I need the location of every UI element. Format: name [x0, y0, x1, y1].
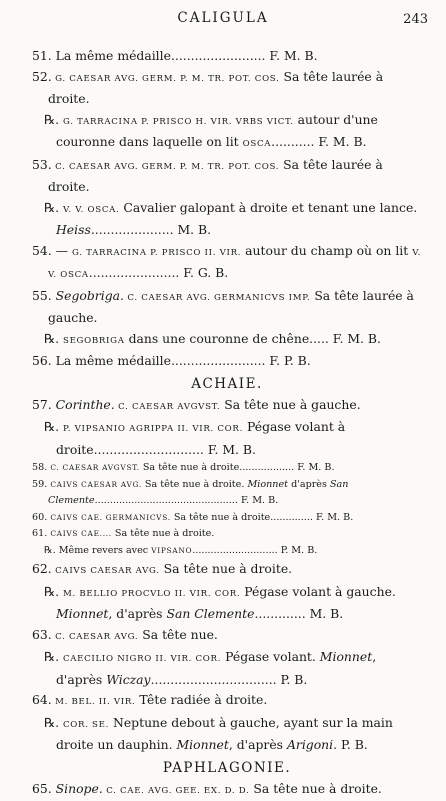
entry-text: Sa tête nue à droite.: [249, 781, 381, 796]
entry-text: autour d'une couronne dans laquelle on lit: [56, 112, 378, 150]
italic-text: Mionnet: [320, 649, 372, 664]
entry-text: Pégase volant à gauche.: [240, 584, 396, 599]
entry-text: Sa tête nue à droite.............. F. M. B.: [171, 512, 354, 523]
entry-text: Cavalier galopant à droite et tenant une lance.: [119, 200, 417, 215]
entry-number: 62.: [32, 561, 52, 576]
coin-legend: CAIVS CAESAR AVG.: [52, 566, 160, 576]
italic-text: Wiczay: [106, 672, 150, 687]
italic-text: Mionnet: [176, 737, 228, 752]
coin-legend: OSCA: [243, 139, 272, 149]
catalogue-entry: [28, 510, 426, 527]
italic-text: San Clemente: [48, 479, 348, 507]
entry-number: 64.: [32, 692, 52, 707]
section-heading: [28, 374, 426, 395]
catalogue-entry: [28, 779, 426, 801]
coin-legend: C. CAESAR AVG. GERMANICVS IMP.: [124, 293, 310, 303]
reverse-description: [28, 198, 426, 241]
coin-legend: C. CAE. AVG. GEE. EX. D. D.: [103, 786, 250, 796]
reverse-description: [28, 110, 426, 155]
reverse-description: [28, 329, 426, 352]
entry-number: 53.: [32, 157, 52, 172]
catalogue-entry: [28, 286, 426, 329]
catalogue-entry: [28, 526, 426, 543]
catalogue-entry: [28, 559, 426, 582]
italic-text: Mionnet: [247, 479, 288, 490]
coin-legend: G. TARRACINA P. PRISCO II. VIR.: [72, 248, 241, 258]
italic-text: San Clemente: [166, 606, 254, 621]
entry-text: ........................ F. P. B.: [171, 353, 311, 368]
entry-text: ............................ F. M. B.: [94, 442, 256, 457]
catalogue-entry: [28, 625, 426, 648]
entry-number: 57.: [32, 397, 52, 412]
entry-text: ℞.: [44, 715, 63, 730]
entry-text: ℞.: [44, 200, 63, 215]
entry-text: Sa tête nue à gauche.: [220, 397, 360, 412]
reverse-description: [28, 543, 426, 560]
entry-text: La même médaille: [52, 353, 171, 368]
entry-text: Tête radiée à droite.: [135, 692, 267, 707]
entry-text: d'après: [288, 479, 330, 490]
page-number: 243: [403, 12, 428, 27]
catalogue-entry: [28, 477, 426, 510]
entry-text: ℞.: [44, 649, 63, 664]
coin-legend: C. CAESAR AVG. GERM. P. M. TR. POT. COS.: [52, 162, 280, 172]
entry-number: 60.: [32, 512, 47, 523]
italic-text: Mionnet: [56, 606, 108, 621]
section-heading: [28, 758, 426, 779]
reverse-description: [28, 582, 426, 625]
running-title: CALIGULA: [0, 10, 446, 26]
italic-text: Arigoni: [287, 737, 333, 752]
coin-legend: SEGOBRIGA: [63, 336, 125, 346]
coin-legend: C. CAESAR AVGVST.: [115, 402, 221, 412]
entry-number: 61.: [32, 528, 47, 539]
catalogue-entry: [28, 351, 426, 372]
entry-text: ........................ F. M. B.: [171, 48, 318, 63]
entry-number: 52.: [32, 69, 52, 84]
catalogue-entry: [28, 690, 426, 713]
entry-text: ACHAIE.: [191, 376, 263, 392]
coin-legend: CAECILIO NIGRO II. VIR. COR.: [63, 654, 221, 664]
coin-legend: VIPSANO: [151, 546, 192, 555]
entry-text: , d'après: [56, 649, 376, 687]
italic-text: Segobriga.: [52, 288, 124, 303]
italic-text: Corinthe.: [52, 397, 115, 412]
coin-legend: V. V. OSCA: [48, 248, 421, 281]
catalogue-body: [28, 46, 426, 801]
entry-text: Pégase volant.: [221, 649, 320, 664]
entry-number: 54.: [32, 243, 52, 258]
coin-legend: C. CAESAR AVGVST.: [47, 463, 140, 472]
entry-text: Sa tête nue à droite.: [112, 528, 215, 539]
entry-number: 55.: [32, 288, 52, 303]
page-header: [0, 6, 446, 30]
entry-text: Sa tête laurée à gauche.: [48, 288, 414, 326]
coin-legend: CAIVS CAE. GERMANICVS.: [47, 513, 171, 522]
entry-text: ............. M. B.: [254, 606, 343, 621]
entry-text: . P. B.: [333, 737, 368, 752]
entry-text: Sa tête nue.: [138, 627, 218, 642]
catalogue-entry: [28, 46, 426, 67]
entry-number: 51.: [32, 48, 52, 63]
coin-legend: COR. SE.: [63, 720, 109, 730]
entry-text: —: [52, 243, 72, 258]
coin-legend: G. TARRACINA P. PRISCO H. VIR. VRBS VICT.: [63, 117, 294, 127]
entry-text: ℞. Même revers avec: [44, 545, 151, 556]
catalogue-entry: [28, 241, 426, 286]
entry-text: PAPHLAGONIE.: [163, 760, 291, 776]
entry-text: ............................................... F. M. B.: [95, 495, 279, 506]
entry-text: ℞.: [44, 112, 63, 127]
coin-legend: G. CAESAR AVG. GERM. P. M. TR. POT. COS.: [52, 74, 280, 84]
coin-legend: V. V. OSCA.: [63, 205, 119, 215]
entry-text: Pégase volant à droite: [56, 419, 345, 457]
entry-number: 58.: [32, 462, 47, 473]
entry-number: 63.: [32, 627, 52, 642]
entry-text: dans une couronne de chêne..... F. M. B.: [125, 331, 381, 346]
catalogue-entry: [28, 460, 426, 477]
entry-text: , d'après: [229, 737, 287, 752]
entry-number: 56.: [32, 353, 52, 368]
entry-text: ....................... F. G. B.: [89, 265, 228, 280]
entry-text: , d'après: [108, 606, 166, 621]
coin-legend: C. CAESAR AVG.: [52, 632, 139, 642]
italic-text: Sinope.: [52, 781, 103, 796]
entry-text: Sa tête laurée à droite.: [48, 157, 383, 195]
entry-text: Neptune debout à gauche, ayant sur la main droite un dauphin.: [56, 715, 393, 753]
coin-legend: CAIVS CAE....: [47, 529, 112, 538]
entry-text: Sa tête laurée à droite.: [48, 69, 383, 107]
entry-number: 65.: [32, 781, 52, 796]
entry-number: 59.: [32, 479, 47, 490]
reverse-description: [28, 647, 426, 690]
entry-text: ℞.: [44, 584, 63, 599]
entry-text: Sa tête nue à droite.: [142, 479, 248, 490]
catalogue-entry: [28, 155, 426, 198]
entry-text: ........... F. M. B.: [271, 134, 366, 149]
entry-text: ............................ P. M. B.: [192, 545, 317, 556]
coin-legend: CAIVS CAESAR AVG.: [47, 480, 142, 489]
entry-text: La même médaille: [52, 48, 171, 63]
entry-text: ..................... M. B.: [91, 222, 211, 237]
coin-legend: M. BEL. II. VIR.: [52, 697, 136, 707]
entry-text: Sa tête nue à droite.................. F. M. B.: [140, 462, 335, 473]
entry-text: Sa tête nue à droite.: [160, 561, 292, 576]
entry-text: autour du champ où on lit: [241, 243, 412, 258]
catalogue-entry: [28, 67, 426, 110]
italic-text: Heiss: [56, 222, 91, 237]
coin-legend: P. VIPSANIO AGRIPPA II. VIR. COR.: [63, 424, 243, 434]
entry-text: ℞.: [44, 331, 63, 346]
entry-text: ℞.: [44, 419, 63, 434]
reverse-description: [28, 417, 426, 460]
coin-legend: M. BELLIO PROCVLO II. VIR. COR.: [63, 589, 240, 599]
reverse-description: [28, 713, 426, 756]
catalogue-entry: [28, 395, 426, 418]
entry-text: ................................ P. B.: [151, 672, 308, 687]
